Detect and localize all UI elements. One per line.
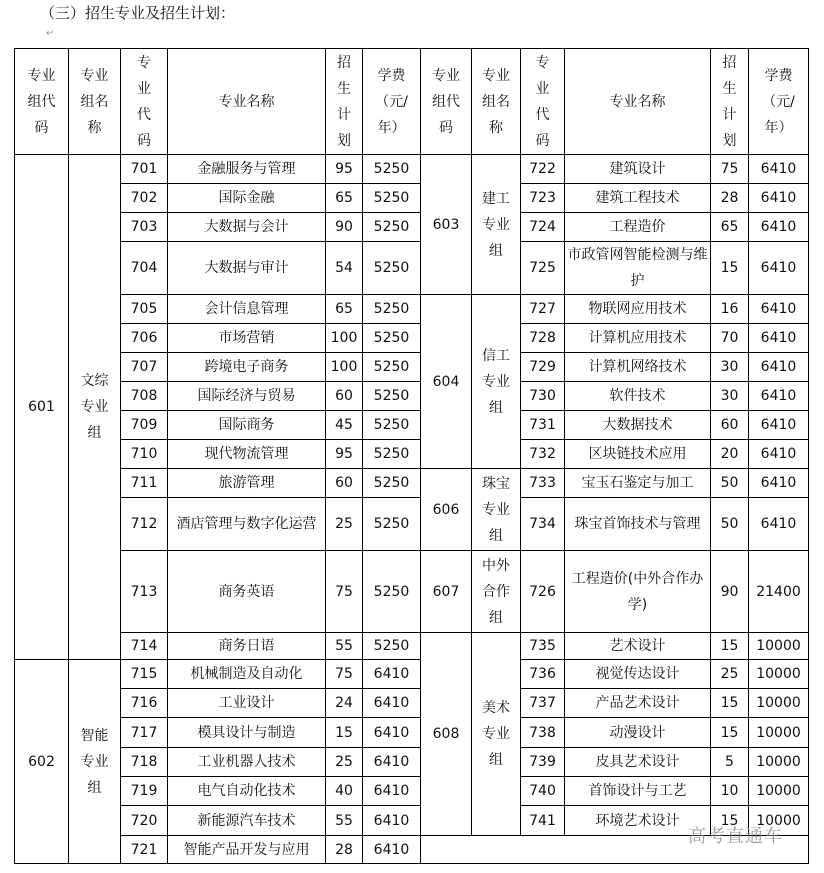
major-name: 市场营销 [168, 324, 326, 353]
table-row [15, 633, 809, 660]
enrollment-plan: 40 [326, 777, 363, 806]
major-name: 国际金融 [168, 184, 326, 213]
major-code: 725 [521, 242, 565, 295]
tuition: 5250 [363, 440, 421, 469]
major-code: 732 [521, 440, 565, 469]
major-name: 软件技术 [565, 382, 711, 411]
table-row [15, 689, 809, 718]
major-name: 电气自动化技术 [168, 777, 326, 806]
group-name-text: 智能专业组 [80, 727, 109, 796]
major-name: 大数据技术 [565, 411, 711, 440]
enrollment-plan: 15 [326, 718, 363, 748]
group-name [472, 551, 521, 633]
table-row [15, 184, 809, 213]
table-row [15, 213, 809, 242]
tuition: 6410 [749, 324, 809, 353]
table-row [15, 295, 809, 324]
tuition: 5250 [363, 382, 421, 411]
enrollment-plan: 60 [326, 469, 363, 498]
enrollment-plan: 5 [711, 748, 749, 777]
group-name [472, 633, 521, 836]
enrollment-plan: 50 [711, 469, 749, 498]
group-name [69, 660, 121, 864]
table-row [15, 660, 809, 689]
major-code: 706 [121, 324, 168, 353]
tuition: 6410 [363, 836, 421, 864]
major-code: 741 [521, 806, 565, 836]
group-code: 607 [421, 551, 472, 633]
enrollment-plan: 25 [326, 498, 363, 551]
enrollment-plan: 54 [326, 242, 363, 295]
major-code: 714 [121, 633, 168, 660]
table-row [15, 411, 809, 440]
major-code: 727 [521, 295, 565, 324]
tuition: 6410 [363, 806, 421, 836]
group-name [472, 469, 521, 551]
major-name: 艺术设计 [565, 633, 711, 660]
column-header-text: 专业组名称 [80, 67, 109, 136]
major-name: 产品艺术设计 [565, 689, 711, 718]
major-code: 723 [521, 184, 565, 213]
tuition: 6410 [749, 184, 809, 213]
major-code: 719 [121, 777, 168, 806]
column-header-text: 专业代码 [137, 54, 151, 149]
column-header-text: 专业代码 [535, 54, 550, 149]
major-name: 计算机应用技术 [565, 324, 711, 353]
tuition: 5250 [363, 295, 421, 324]
column-header [15, 49, 69, 155]
major-code: 716 [121, 689, 168, 718]
column-header-text: 招生计划 [722, 54, 737, 149]
major-name: 旅游管理 [168, 469, 326, 498]
major-name: 市政管网智能检测与维护 [565, 242, 711, 295]
tuition: 10000 [749, 689, 809, 718]
tuition: 5250 [363, 242, 421, 295]
column-header-text: 专业组名称 [481, 67, 510, 136]
table-row [15, 718, 809, 748]
enrollment-plan: 16 [711, 295, 749, 324]
major-code: 739 [521, 748, 565, 777]
enrollment-plan: 65 [326, 184, 363, 213]
enrollment-plan: 95 [326, 155, 363, 184]
group-name [472, 295, 521, 469]
watermark: 高考直通车 [688, 826, 783, 847]
major-name: 机械制造及自动化 [168, 660, 326, 689]
major-name: 工业机器人技术 [168, 748, 326, 777]
major-name: 大数据与审计 [168, 242, 326, 295]
enrollment-plan: 60 [326, 382, 363, 411]
major-name: 视觉传达设计 [565, 660, 711, 689]
major-code: 731 [521, 411, 565, 440]
major-code: 708 [121, 382, 168, 411]
table-row [15, 469, 809, 498]
major-code: 736 [521, 660, 565, 689]
major-code: 707 [121, 353, 168, 382]
major-code: 724 [521, 213, 565, 242]
major-code: 712 [121, 498, 168, 551]
group-name-text: 文综专业组 [80, 373, 109, 441]
group-name-text: 珠宝专业组 [481, 475, 510, 544]
major-name: 计算机网络技术 [565, 353, 711, 382]
major-name: 金融服务与管理 [168, 155, 326, 184]
column-header-text: 学费（元/年） [375, 67, 408, 136]
enrollment-plan: 65 [326, 295, 363, 324]
major-name: 建筑设计 [565, 155, 711, 184]
enrollment-plan: 75 [326, 551, 363, 633]
tuition: 5250 [363, 184, 421, 213]
enrollment-table [14, 48, 809, 864]
table-row [15, 324, 809, 353]
major-code: 713 [121, 551, 168, 633]
paragraph-mark-icon: ↵ [46, 28, 55, 39]
group-code: 604 [421, 295, 472, 469]
column-header: 专业名称 [168, 49, 326, 155]
major-name: 动漫设计 [565, 718, 711, 748]
table-row [15, 353, 809, 382]
column-header: 专业名称 [565, 49, 711, 155]
tuition: 10000 [749, 806, 809, 836]
tuition: 10000 [749, 748, 809, 777]
major-code: 735 [521, 633, 565, 660]
major-name: 跨境电子商务 [168, 353, 326, 382]
major-name: 宝玉石鉴定与加工 [565, 469, 711, 498]
tuition: 6410 [363, 777, 421, 806]
enrollment-plan: 95 [326, 440, 363, 469]
enrollment-plan: 50 [711, 498, 749, 551]
table-row [15, 498, 809, 551]
tuition: 5250 [363, 353, 421, 382]
tuition: 5250 [363, 551, 421, 633]
tuition: 5250 [363, 324, 421, 353]
major-code: 738 [521, 718, 565, 748]
table-row [15, 382, 809, 411]
tuition: 6410 [749, 440, 809, 469]
table-row [15, 242, 809, 295]
major-code: 730 [521, 382, 565, 411]
column-header [363, 49, 421, 155]
major-code: 711 [121, 469, 168, 498]
group-code: 606 [421, 469, 472, 551]
major-code: 733 [521, 469, 565, 498]
column-header [711, 49, 749, 155]
enrollment-plan: 100 [326, 353, 363, 382]
tuition: 6410 [363, 660, 421, 689]
group-name-text: 建工专业组 [481, 190, 510, 259]
group-name-text: 信工专业组 [481, 347, 510, 416]
enrollment-plan: 55 [326, 806, 363, 836]
enrollment-plan: 15 [711, 689, 749, 718]
tuition: 6410 [363, 689, 421, 718]
column-header-text: 学费（元/年） [762, 67, 795, 136]
major-code: 717 [121, 718, 168, 748]
major-name: 会计信息管理 [168, 295, 326, 324]
enrollment-plan: 65 [711, 213, 749, 242]
major-name: 国际经济与贸易 [168, 382, 326, 411]
major-name: 商务英语 [168, 551, 326, 633]
table-row [15, 440, 809, 469]
column-header-text: 专业组代码 [27, 67, 56, 136]
header-row [15, 49, 809, 155]
enrollment-plan: 25 [326, 748, 363, 777]
column-header [69, 49, 121, 155]
enrollment-plan: 10 [711, 777, 749, 806]
group-name-text: 美术专业组 [481, 700, 510, 768]
table-row [15, 777, 809, 806]
major-code: 702 [121, 184, 168, 213]
tuition: 6410 [363, 748, 421, 777]
major-code: 710 [121, 440, 168, 469]
major-code: 715 [121, 660, 168, 689]
major-code: 734 [521, 498, 565, 551]
enrollment-plan: 25 [711, 660, 749, 689]
tuition: 5250 [363, 411, 421, 440]
major-name: 环境艺术设计 [565, 806, 711, 836]
enrollment-plan: 70 [711, 324, 749, 353]
enrollment-plan: 75 [326, 660, 363, 689]
tuition: 6410 [363, 718, 421, 748]
tuition: 6410 [749, 382, 809, 411]
group-code: 603 [421, 155, 472, 295]
major-code: 728 [521, 324, 565, 353]
major-code: 718 [121, 748, 168, 777]
major-name: 国际商务 [168, 411, 326, 440]
enrollment-plan: 60 [711, 411, 749, 440]
major-code: 701 [121, 155, 168, 184]
major-name: 智能产品开发与应用 [168, 836, 326, 864]
major-name: 现代物流管理 [168, 440, 326, 469]
tuition: 10000 [749, 660, 809, 689]
tuition: 6410 [749, 295, 809, 324]
major-code: 704 [121, 242, 168, 295]
enrollment-plan: 28 [326, 836, 363, 864]
major-code: 721 [121, 836, 168, 864]
major-name: 商务日语 [168, 633, 326, 660]
group-code: 601 [15, 155, 69, 660]
enrollment-plan: 75 [711, 155, 749, 184]
enrollment-plan: 15 [711, 718, 749, 748]
tuition: 6410 [749, 469, 809, 498]
enrollment-plan: 30 [711, 382, 749, 411]
table-row [15, 155, 809, 184]
enrollment-plan: 90 [711, 551, 749, 633]
enrollment-plan: 15 [711, 242, 749, 295]
enrollment-plan: 30 [711, 353, 749, 382]
group-code: 608 [421, 633, 472, 836]
column-header-text: 专业组代码 [431, 67, 460, 136]
major-name: 皮具艺术设计 [565, 748, 711, 777]
tuition: 6410 [749, 411, 809, 440]
group-code: 602 [15, 660, 69, 864]
enrollment-plan: 90 [326, 213, 363, 242]
tuition: 21400 [749, 551, 809, 633]
table-row [15, 551, 809, 633]
tuition: 6410 [749, 242, 809, 295]
group-name-text: 中外合作组 [481, 557, 510, 626]
major-name: 新能源汽车技术 [168, 806, 326, 836]
major-code: 709 [121, 411, 168, 440]
major-name: 酒店管理与数字化运营 [168, 498, 326, 551]
major-code: 726 [521, 551, 565, 633]
major-name: 工业设计 [168, 689, 326, 718]
enrollment-plan: 100 [326, 324, 363, 353]
column-header [749, 49, 809, 155]
tuition: 6410 [749, 353, 809, 382]
column-header-text: 招生计划 [337, 54, 351, 149]
column-header [521, 49, 565, 155]
tuition: 6410 [749, 155, 809, 184]
major-code: 722 [521, 155, 565, 184]
major-name: 物联网应用技术 [565, 295, 711, 324]
tuition: 10000 [749, 633, 809, 660]
tuition: 5250 [363, 469, 421, 498]
enrollment-plan: 55 [326, 633, 363, 660]
group-name [69, 155, 121, 660]
major-code: 740 [521, 777, 565, 806]
tuition: 5250 [363, 213, 421, 242]
major-name: 区块链技术应用 [565, 440, 711, 469]
section-heading: （三）招生专业及招生计划： [40, 4, 236, 22]
major-name: 大数据与会计 [168, 213, 326, 242]
tuition: 5250 [363, 155, 421, 184]
tuition: 10000 [749, 718, 809, 748]
tuition: 5250 [363, 498, 421, 551]
major-code: 729 [521, 353, 565, 382]
major-code: 703 [121, 213, 168, 242]
tuition: 10000 [749, 777, 809, 806]
table-row [15, 748, 809, 777]
major-code: 720 [121, 806, 168, 836]
enrollment-plan: 28 [711, 184, 749, 213]
tuition: 6410 [749, 498, 809, 551]
major-name: 珠宝首饰技术与管理 [565, 498, 711, 551]
tuition: 5250 [363, 633, 421, 660]
enrollment-plan: 45 [326, 411, 363, 440]
major-code: 737 [521, 689, 565, 718]
column-header [472, 49, 521, 155]
group-name [472, 155, 521, 295]
column-header [421, 49, 472, 155]
enrollment-plan: 15 [711, 633, 749, 660]
column-header [121, 49, 168, 155]
major-name: 工程造价(中外合作办学) [565, 551, 711, 633]
major-name: 首饰设计与工艺 [565, 777, 711, 806]
major-name: 模具设计与制造 [168, 718, 326, 748]
column-header [326, 49, 363, 155]
enrollment-plan: 15 [711, 806, 749, 836]
enrollment-plan: 20 [711, 440, 749, 469]
tuition: 6410 [749, 213, 809, 242]
major-name: 建筑工程技术 [565, 184, 711, 213]
enrollment-plan: 24 [326, 689, 363, 718]
major-name: 工程造价 [565, 213, 711, 242]
major-code: 705 [121, 295, 168, 324]
